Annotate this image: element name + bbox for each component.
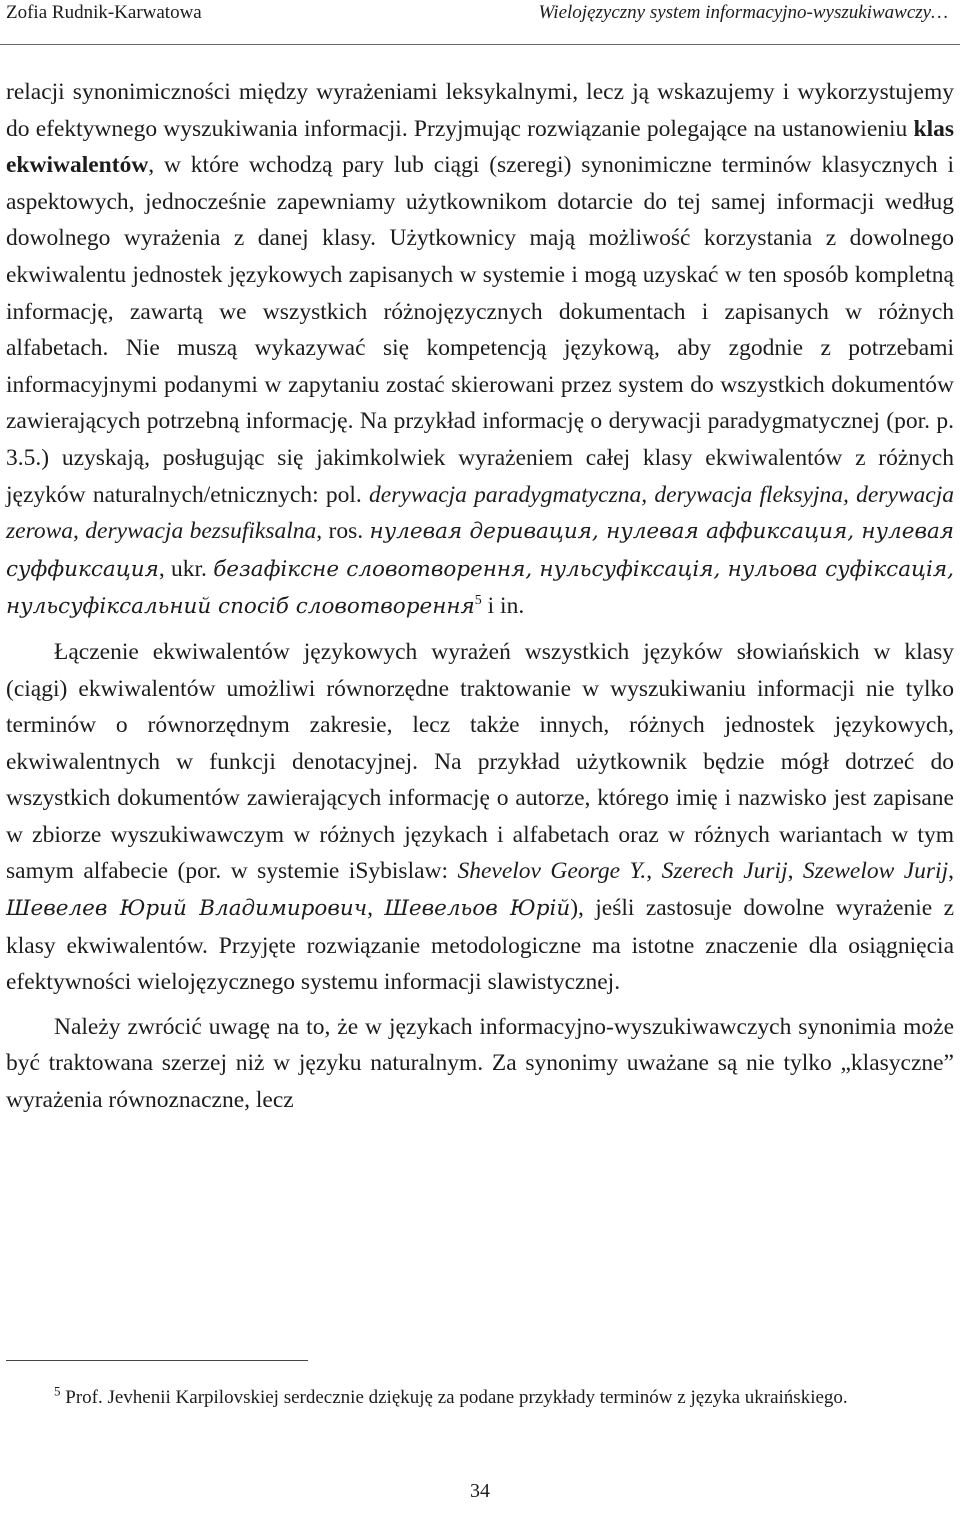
paragraph-3: Należy zwrócić uwagę na to, że w językach informacyjno-wyszukiwawczych synonimia może być traktowana szerzej niż w języku naturalnym. Za synonimy uważane są nie tylko „klasyczne” wyrażenia równoznaczne, lecz: [6, 1013, 954, 1114]
page-number: 34: [470, 1480, 490, 1502]
author-name-variant: Шевелев Юрий Владимирович: [6, 896, 368, 922]
header-author: Zofia Rudnik-Karwatowa: [6, 2, 202, 23]
ukrainian-terms: безафіксне словотворення, нульсуфіксація, нульова суфіксація, нульсуфіксальний спосіб словотворення: [6, 556, 954, 620]
footnote-reference[interactable]: 5: [474, 593, 482, 609]
paragraph-2: Łączenie ekwiwalentów językowych wyrażeń wszystkich języków słowiańskich w klasy (ciągi) ekwiwalentów umożliwi równorzędne traktowanie w wyszukiwaniu informacji nie tylko terminów o równorzędnym zakresie, lecz także innych, różnych jednostek językowych, ekwiwalentnych w funkcji denotacyjnej. Na przykład użytkownik będzie mógł dotrzeć do wszystkich dokumentów zawierających informację o autorze, którego imię i nazwisko jest zapisane w zbiorze wyszukiwawczym w różnych językach i alfabetach oraz w różnych wariantach w tym samym alfabecie (por. w systemie iSybislaw: Shevelov George Y., Szerech Jurij, Szewelow Jurij, Шевелев Юрий Владимирович, Шевельов Юрій), jeśli zastosuje dowolne wyrażenie z klasy ekwiwalentów. Przyjęte rozwiązanie metodologiczne ma istotne znaczenie dla osiągnięcia efektywności wielojęzycznego systemu informacji slawistycznej.: [6, 638, 954, 996]
author-name-variant: Szerech Jurij: [661, 858, 788, 885]
footnote-divider: [6, 1360, 308, 1361]
bold-term: klas ekwiwalentów: [6, 115, 954, 179]
running-header: [6, 2, 948, 30]
footnote: [6, 1382, 954, 1413]
author-name-variant: Szewelow Jurij: [802, 858, 949, 885]
body-text: [6, 74, 954, 1119]
footnote-marker: 5: [54, 1383, 61, 1399]
russian-terms: нулевая деривация, нулевая аффиксация, нулевая суффиксация: [6, 519, 955, 582]
author-name-variant: Shevelov George Y.: [457, 858, 647, 885]
header-divider: [0, 44, 960, 45]
footnote-text: Prof. Jevhenii Karpilovskiej serdecznie dziękuję za podane przykłady terminów z języka ukraińskiego.: [60, 1387, 848, 1408]
paragraph-1: relacji synonimiczności między wyrażeniami leksykalnymi, lecz ją wskazujemy i wykorzystujemy do efektywnego wyszukiwania informacji. Przyjmując rozwiązanie polegające na ustanowieniu klas ekwiwalentów, w które wchodzą pary lub ciągi (szeregi) synonimiczne terminów klasycznych i aspektowych, jednocześnie zapewniamy użytkownikom dotarcie do tej samej informacji według dowolnego wyrażenia z danej klasy. Użytkownicy mają możliwość korzystania z dowolnego ekwiwalentu jednostek językowych zapisanych w systemie i mogą uzyskać w ten sposób kompletną informację, zawartą we wszystkich różnojęzycznych dokumentach i zapisanych w różnych alfabetach. Nie muszą wykazywać się kompetencją językową, aby zgodnie z potrzebami informacyjnymi podanymi w zapytaniu zostać skierowani przez system do wszystkich dokumentów zawierających potrzebną informację. Na przykład informację o derywacji paradygmatycznej (por. p. 3.5.) uzyskają, posługując się jakimkolwiek wyrażeniem całej klasy ekwiwalentów z różnych języków naturalnych/etnicznych: pol. derywacja paradygmatyczna, derywacja fleksyjna, derywacja zerowa, derywacja bezsufiksalna, ros. нулевая деривация, нулевая аффиксация, нулевая суффиксация, ukr. безафіксне словотворення, нульсуфіксація, нульова суфіксація, нульсуфіксальний спосіб словотворення$^5$ i in.: [6, 79, 955, 620]
header-title: Wielojęzyczny system informacyjno-wyszukiwawczy…: [538, 2, 948, 23]
author-name-variant: Шевельов Юрій: [384, 896, 571, 922]
polish-terms: derywacja paradygmatyczna, derywacja fleksyjna, derywacja zerowa, derywacja bezsufiksalna: [6, 481, 955, 545]
